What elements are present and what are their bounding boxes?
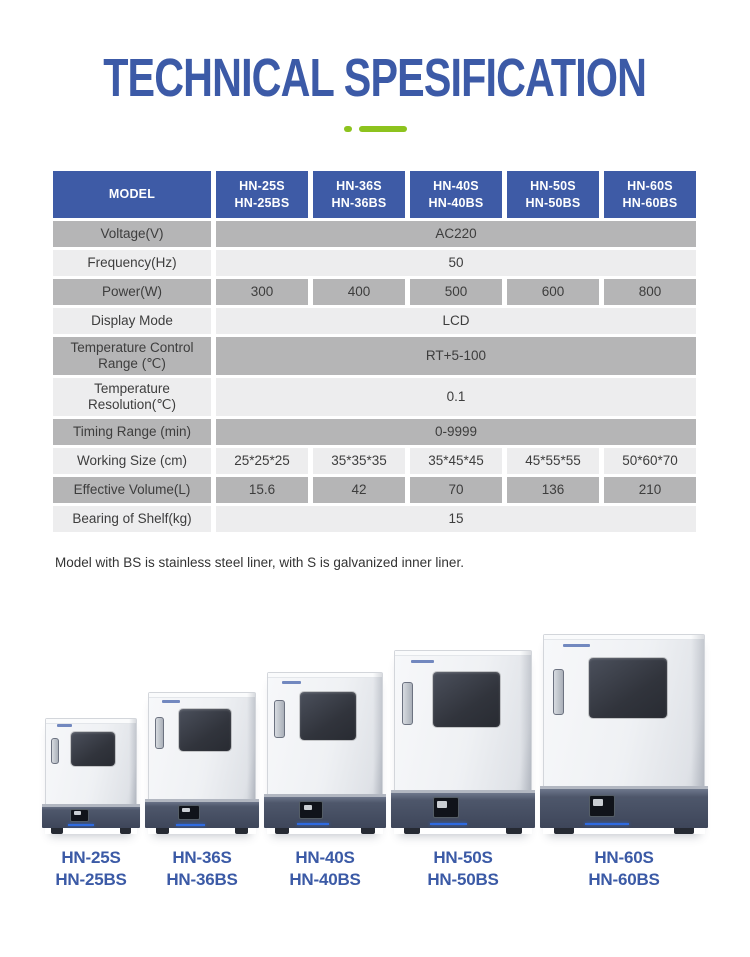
oven-base: [540, 786, 708, 828]
spec-row-working-size: [53, 448, 696, 474]
column-header: HN-60S HN-60BS: [604, 171, 696, 218]
product-hn-40: [267, 672, 383, 891]
oven-handle: [274, 700, 284, 738]
spec-value: 210: [604, 477, 696, 503]
column-header: HN-50S HN-50BS: [507, 171, 599, 218]
table-header-row: [53, 171, 696, 218]
oven-image-hn-60: [543, 634, 705, 834]
spec-row-temp-resolution: [53, 378, 696, 416]
column-header: HN-36S HN-36BS: [313, 171, 405, 218]
oven-base-accent-line: [585, 823, 629, 825]
product-hn-25: [45, 718, 137, 891]
spec-row-voltage: [53, 221, 696, 247]
accent-bar-icon: [359, 126, 407, 132]
table-footnote: Model with BS is stainless steel liner, with S is galvanized inner liner.: [55, 555, 464, 571]
oven-base-accent-line: [68, 824, 93, 826]
page-title: TECHNICAL SPESIFICATION: [103, 48, 647, 109]
spec-value: 400: [313, 279, 405, 305]
title-section: [0, 0, 750, 109]
oven-body: [543, 634, 705, 786]
oven-feet: [394, 828, 532, 834]
product-hn-36: [148, 692, 256, 891]
product-label: HN-36S HN-36BS: [166, 848, 238, 890]
oven-window: [589, 658, 667, 718]
spec-label: Power(W): [53, 279, 211, 305]
spec-row-frequency: [53, 250, 696, 276]
oven-handle: [402, 682, 413, 725]
oven-base: [264, 794, 386, 828]
oven-base: [42, 804, 140, 828]
oven-image-hn-36: [148, 692, 256, 834]
product-label: HN-60S HN-60BS: [588, 848, 660, 890]
oven-control-screen: [589, 795, 615, 817]
product-label: HN-50S HN-50BS: [427, 848, 499, 890]
spec-value: 42: [313, 477, 405, 503]
brand-logo: [282, 681, 301, 684]
oven-handle: [155, 717, 165, 750]
oven-control-screen: [299, 801, 322, 819]
product-lineup: [0, 634, 750, 891]
accent-dot-icon: [344, 126, 352, 132]
oven-base-accent-line: [430, 823, 467, 825]
spec-label: Working Size (cm): [53, 448, 211, 474]
oven-control-screen: [433, 797, 459, 817]
spec-value: 70: [410, 477, 502, 503]
product-hn-60: [543, 634, 705, 891]
oven-body: [148, 692, 256, 798]
product-hn-50: [394, 650, 532, 891]
spec-label: Temperature Control Range (℃): [53, 337, 211, 375]
spec-value: 600: [507, 279, 599, 305]
spec-row-temp-control-range: [53, 337, 696, 375]
spec-row-effective-volume: [53, 477, 696, 503]
spec-label: Display Mode: [53, 308, 211, 334]
spec-table: [48, 168, 701, 535]
oven-base: [391, 790, 535, 829]
spec-value: 50*60*70: [604, 448, 696, 474]
column-header: HN-25S HN-25BS: [216, 171, 308, 218]
brand-logo: [563, 644, 590, 647]
oven-window: [300, 692, 356, 740]
oven-feet: [45, 828, 137, 834]
spec-value: 50: [216, 250, 696, 276]
oven-window: [433, 672, 500, 727]
spec-value: RT+5-100: [216, 337, 696, 375]
oven-feet: [543, 828, 705, 834]
oven-body: [45, 718, 137, 804]
spec-row-power: [53, 279, 696, 305]
oven-image-hn-40: [267, 672, 383, 834]
oven-feet: [148, 828, 256, 834]
spec-label: Voltage(V): [53, 221, 211, 247]
spec-label: Frequency(Hz): [53, 250, 211, 276]
spec-value: 25*25*25: [216, 448, 308, 474]
spec-value: LCD: [216, 308, 696, 334]
oven-control-screen: [70, 809, 89, 822]
spec-row-display-mode: [53, 308, 696, 334]
oven-feet: [267, 828, 383, 834]
oven-window: [179, 709, 231, 751]
spec-value: 35*35*35: [313, 448, 405, 474]
model-header-cell: MODEL: [53, 171, 211, 218]
spec-value: 136: [507, 477, 599, 503]
oven-base: [145, 799, 259, 829]
spec-value: 0-9999: [216, 419, 696, 445]
spec-value: 45*55*55: [507, 448, 599, 474]
spec-value: 500: [410, 279, 502, 305]
oven-base-accent-line: [297, 823, 329, 825]
product-label: HN-40S HN-40BS: [289, 848, 361, 890]
oven-image-hn-50: [394, 650, 532, 834]
spec-value: AC220: [216, 221, 696, 247]
brand-logo: [162, 700, 180, 703]
spec-value: 15: [216, 506, 696, 532]
oven-base-accent-line: [176, 824, 206, 826]
oven-body: [267, 672, 383, 794]
spec-value: 800: [604, 279, 696, 305]
column-header: HN-40S HN-40BS: [410, 171, 502, 218]
product-label: HN-25S HN-25BS: [55, 848, 127, 890]
oven-handle: [553, 669, 564, 716]
spec-value: 0.1: [216, 378, 696, 416]
title-accent: [0, 126, 750, 132]
spec-label: Temperature Resolution(℃): [53, 378, 211, 416]
brand-logo: [411, 660, 434, 663]
spec-label: Bearing of Shelf(kg): [53, 506, 211, 532]
brand-logo: [57, 724, 72, 727]
spec-label: Effective Volume(L): [53, 477, 211, 503]
oven-window: [71, 732, 115, 766]
spec-row-bearing-of-shelf: [53, 506, 696, 532]
spec-value: 300: [216, 279, 308, 305]
oven-image-hn-25: [45, 718, 137, 834]
oven-handle: [51, 738, 59, 764]
oven-body: [394, 650, 532, 789]
spec-value: 35*45*45: [410, 448, 502, 474]
oven-control-screen: [178, 805, 200, 821]
spec-label: Timing Range (min): [53, 419, 211, 445]
spec-value: 15.6: [216, 477, 308, 503]
spec-row-timing-range: [53, 419, 696, 445]
